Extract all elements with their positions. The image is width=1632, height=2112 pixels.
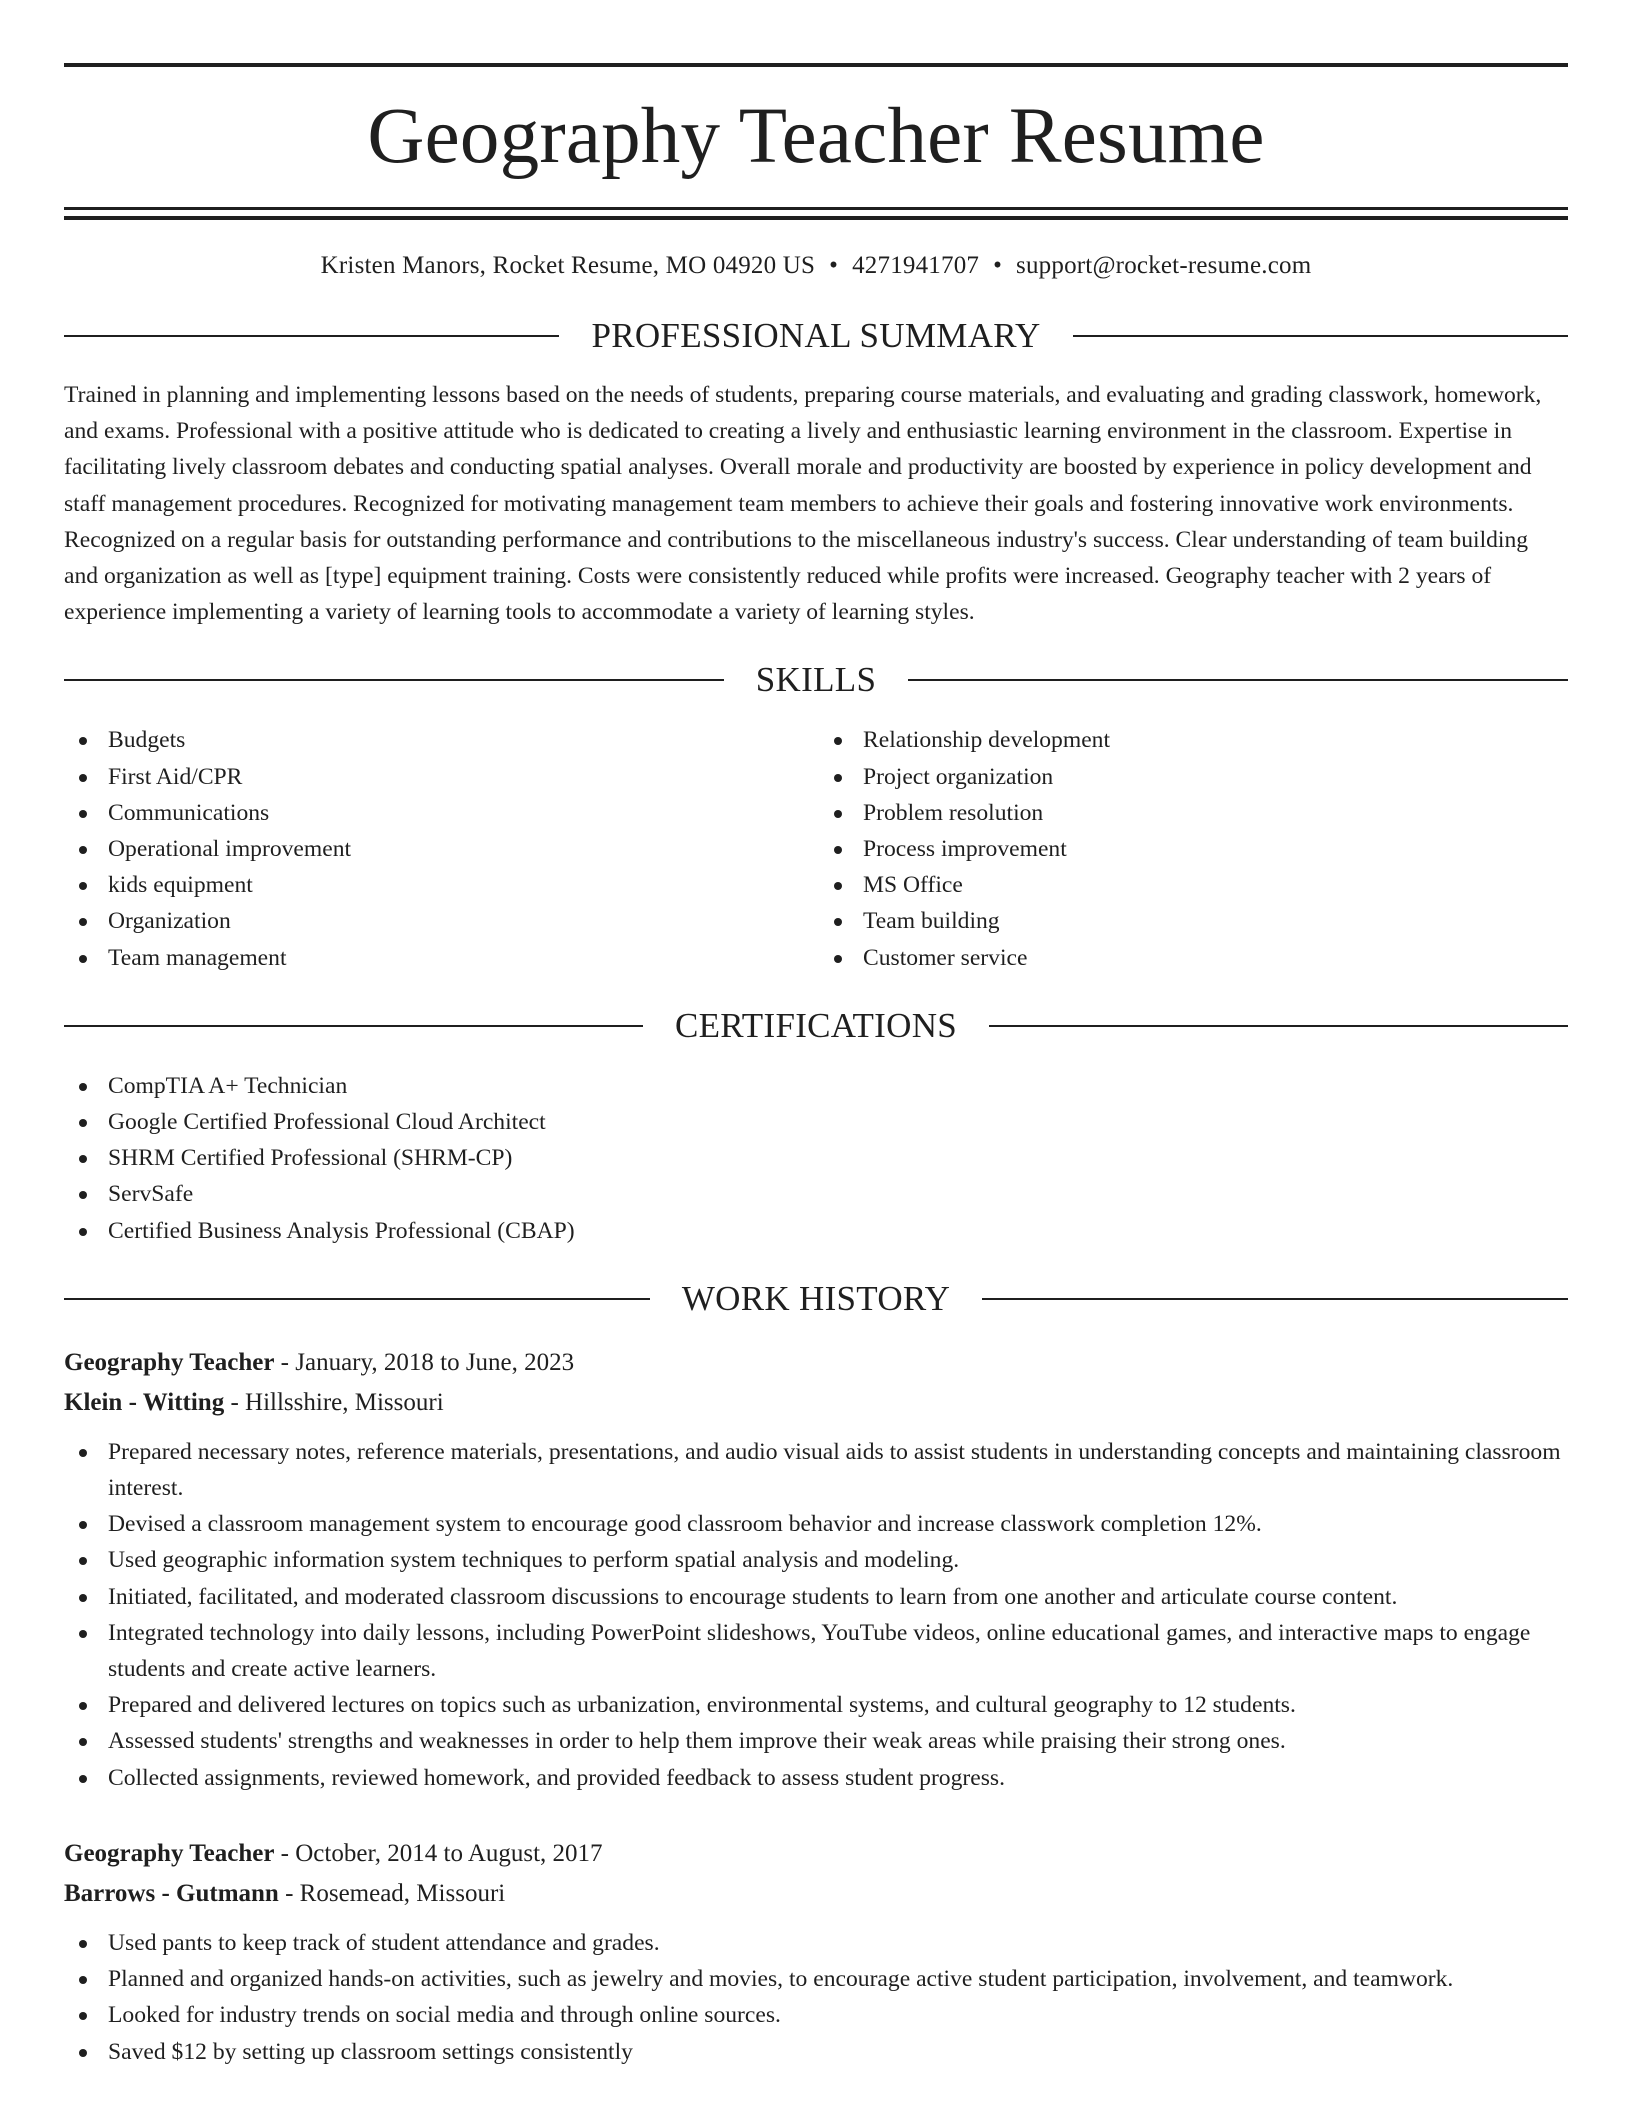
heading-rule [64,679,724,681]
skill-item: kids equipment [64,867,813,903]
section-heading-label: WORK HISTORY [681,1278,951,1318]
skills-list-left [64,722,813,975]
skill-item: Relationship development [819,722,1568,758]
certification-item: Google Certified Professional Cloud Architect [64,1104,1568,1140]
job-bullet: Used geographic information system techniques to perform spatial analysis and modeling. [64,1542,1568,1578]
heading-rule [64,335,559,337]
heading-rule [989,1025,1568,1027]
job-bullets [64,1434,1568,1796]
section-heading-certifications [64,1006,1568,1046]
job-bullets [64,1925,1568,2070]
certification-item: SHRM Certified Professional (SHRM-CP) [64,1140,1568,1176]
certifications-list [64,1068,1568,1249]
job-company: Klein - Witting [64,1388,225,1416]
heading-rule [982,1298,1568,1300]
heading-rule [908,679,1568,681]
skill-item: First Aid/CPR [64,759,813,795]
job-company-line [64,1383,1568,1423]
job-title-line [64,1834,1568,1874]
job-company: Barrows - Gutmann [64,1879,279,1907]
job-entry [64,1343,1568,1796]
section-heading-label: PROFESSIONAL SUMMARY [591,316,1041,355]
job-bullet: Assessed students' strengths and weaknesses in order to help them improve their weak areas while praising their strong ones. [64,1723,1568,1759]
job-entry [64,1834,1568,2070]
summary-text: Trained in planning and implementing lessons based on the needs of students, preparing course materials, and evaluating and grading classwork, homework, and exams. Professional with a positive attitude who is dedicated to creating a lively and enthusiastic learning environment in the classroom. Expertise in facilitating lively classroom debates and conducting spatial analyses. Overall morale and productivity are boosted by experience in policy development and staff management procedures. Recognized for motivating management team members to achieve their goals and fostering innovative work environments. Recognized on a regular basis for outstanding performance and contributions to the miscellaneous industry's success. Clear understanding of team building and organization as well as [type] equipment training. Costs were consistently reduced while profits were increased. Geography teacher with 2 years of experience implementing a variety of learning tools to accommodate a variety of learning styles. [64,382,1542,626]
job-bullet: Prepared and delivered lectures on topics such as urbanization, environmental systems, and cultural geography to 12 students. [64,1687,1568,1723]
certification-item: Certified Business Analysis Professional (CBAP) [64,1213,1568,1249]
contact-line [64,251,1568,281]
resume-title: Geography Teacher Resume [367,93,1265,180]
contact-email: support@rocket-resume.com [1016,252,1312,279]
skill-item: Budgets [64,722,813,758]
resume-page [0,63,1632,2112]
job-bullet: Prepared necessary notes, reference materials, presentations, and audio visual aids to assist students in understanding concepts and maintaining classroom interest. [64,1434,1568,1506]
job-bullet: Collected assignments, reviewed homework, and provided feedback to assess student progress. [64,1760,1568,1796]
skill-item: Organization [64,903,813,939]
certification-item: ServSafe [64,1176,1568,1212]
heading-rule [64,1025,643,1027]
job-bullet: Integrated technology into daily lessons, including PowerPoint slideshows, YouTube videos, online educational games, and interactive maps to engage students and create active learners. [64,1615,1568,1687]
section-heading-skills [64,660,1568,700]
job-dates: - October, 2014 to August, 2017 [274,1839,603,1867]
job-location: - Hillsshire, Missouri [224,1388,444,1416]
job-bullet: Looked for industry trends on social media and through online sources. [64,1997,1568,2033]
job-title: Geography Teacher [64,1839,275,1867]
skill-item: Customer service [819,940,1568,976]
section-heading-label: SKILLS [755,660,877,700]
section-heading-label: CERTIFICATIONS [674,1005,958,1045]
title-double-rule [64,207,1568,220]
skill-item: Problem resolution [819,795,1568,831]
skill-item: Project organization [819,759,1568,795]
job-company-line [64,1874,1568,1914]
skill-item: Team management [64,940,813,976]
work-history-jobs [64,1343,1568,2070]
job-dates: - January, 2018 to June, 2023 [274,1348,575,1376]
contact-separator: • [993,252,1003,279]
job-title-line [64,1343,1568,1383]
job-title: Geography Teacher [64,1348,275,1376]
skills-grid [64,722,1568,975]
contact-separator: • [829,252,839,279]
skill-item: Communications [64,795,813,831]
job-bullet: Used pants to keep track of student attendance and grades. [64,1925,1568,1961]
skills-list-right [813,722,1568,975]
section-heading-summary [64,316,1568,356]
heading-rule [64,1298,650,1300]
contact-address: Kristen Manors, Rocket Resume, MO 04920 US [320,252,816,279]
heading-rule [1073,335,1568,337]
job-bullet: Devised a classroom management system to encourage good classroom behavior and increase classwork completion 12%. [64,1506,1568,1542]
skill-item: Process improvement [819,831,1568,867]
skill-item: Operational improvement [64,831,813,867]
job-location: - Rosemead, Missouri [278,1879,506,1907]
certification-item: CompTIA A+ Technician [64,1068,1568,1104]
contact-phone: 4271941707 [852,252,980,279]
skill-item: Team building [819,903,1568,939]
job-bullet: Initiated, facilitated, and moderated classroom discussions to encourage students to learn from one another and articulate course content. [64,1579,1568,1615]
skill-item: MS Office [819,867,1568,903]
section-heading-work-history [64,1279,1568,1319]
job-bullet: Saved $12 by setting up classroom settings consistently [64,2034,1568,2070]
job-bullet: Planned and organized hands-on activities, such as jewelry and movies, to encourage active student participation, involvement, and teamwork. [64,1961,1568,1997]
